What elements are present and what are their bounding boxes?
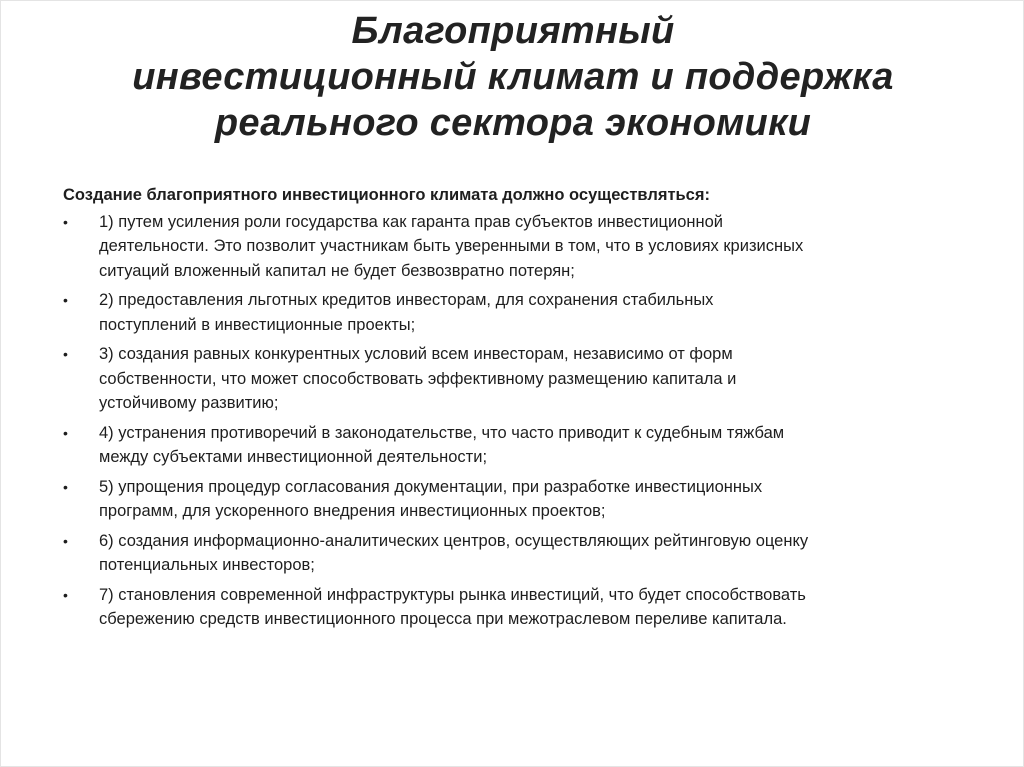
intro-text: Создание благоприятного инвестиционного климата должно осуществляться: <box>63 186 710 204</box>
list-item-line: устойчивому развитию; <box>99 394 279 412</box>
list-item-text <box>99 583 983 632</box>
list-item-line: 3) создания равных конкурентных условий всем инвесторам, независимо от форм <box>99 345 733 363</box>
list-item <box>63 529 983 578</box>
title-line: реального сектора экономики <box>214 102 812 145</box>
list-item-line: потенциальных инвесторов; <box>99 556 315 574</box>
bullet-icon: • <box>63 478 68 495</box>
list-item-text <box>99 342 983 416</box>
list-item <box>63 583 983 632</box>
list-item-line: деятельности. Это позволит участникам быть уверенными в том, что в условиях кризисных <box>99 237 804 255</box>
bullet-icon: • <box>63 292 68 308</box>
list-item-line: сбережению средств инвестиционного процесса при межотраслевом переливе капитала. <box>99 610 787 628</box>
bullet-icon: • <box>63 532 68 549</box>
list-item-text <box>99 529 983 578</box>
bullet-icon: • <box>63 424 68 441</box>
title-line: Благоприятный <box>351 10 675 53</box>
title-line: инвестиционный климат и поддержка <box>132 56 894 99</box>
list-item <box>63 210 983 284</box>
list-item-line: ситуаций вложенный капитал не будет безвозвратно потерян; <box>99 261 575 280</box>
list-item-line: 4) устранения противоречий в законодательстве, что часто приводит к судебным тяжбам <box>99 423 785 442</box>
list-item-line: между субъектами инвестиционной деятельности; <box>99 448 488 466</box>
list-item-text <box>99 210 983 284</box>
list-item-line: 6) создания информационно-аналитических центров, осуществляющих рейтинговую оценку <box>99 531 809 550</box>
list-item-line: 1) путем усиления роли государства как гаранта прав субъектов инвестиционной <box>99 212 724 231</box>
list-item-text <box>99 475 983 524</box>
slide-body <box>63 183 983 637</box>
list-item <box>63 342 983 416</box>
bullet-list <box>63 210 983 632</box>
list-item <box>63 421 983 470</box>
list-item <box>63 475 983 524</box>
list-item-text <box>99 288 983 337</box>
list-item-line: собственности, что может способствовать эффективному размещению капитала и <box>99 369 737 388</box>
bullet-icon: • <box>63 346 68 362</box>
list-item-line: 7) становления современной инфраструктуры рынка инвестиций, что будет способствовать <box>99 585 806 604</box>
list-item-line: 5) упрощения процедур согласования документации, при разработке инвестиционных <box>99 477 763 496</box>
list-item-line: программ, для ускоренного внедрения инвестиционных проектов; <box>99 502 606 520</box>
slide-title <box>1 8 1024 146</box>
bullet-icon: • <box>63 213 68 230</box>
list-item <box>63 288 983 337</box>
bullet-icon: • <box>63 586 68 603</box>
list-item-line: 2) предоставления льготных кредитов инвесторам, для сохранения стабильных <box>99 291 714 309</box>
list-item-text <box>99 421 983 470</box>
list-item-line: поступлений в инвестиционные проекты; <box>99 315 416 334</box>
